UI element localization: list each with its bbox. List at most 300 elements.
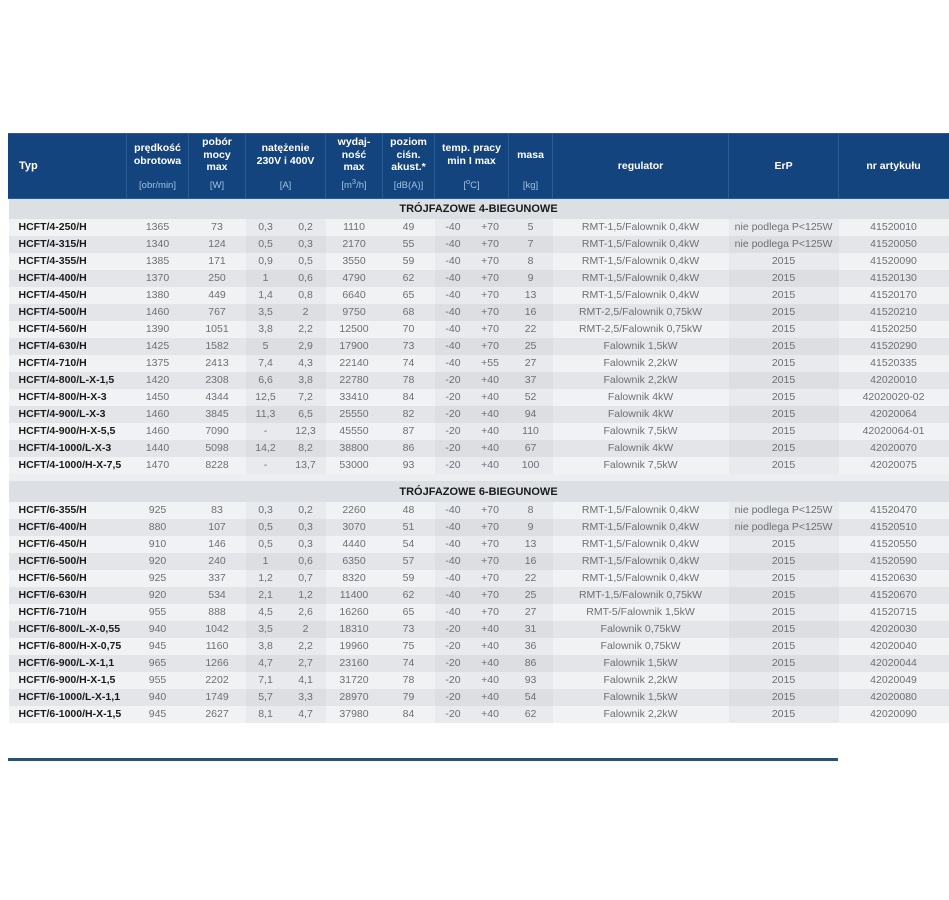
cell-typ: HCFT/4-250/H — [9, 219, 127, 236]
cell-power: 888 — [189, 604, 246, 621]
cell-cur230: 5,7 — [246, 689, 286, 706]
cell-reg: Falownik 1,5kW — [553, 338, 729, 355]
cell-art: 42020090 — [839, 706, 949, 723]
cell-mass: 100 — [509, 457, 553, 474]
table-row — [9, 372, 949, 389]
table-row — [9, 706, 949, 723]
cell-flow: 2170 — [326, 236, 383, 253]
table-row — [9, 406, 949, 423]
cell-cur400: 0,6 — [286, 553, 326, 570]
cell-erp: 2015 — [729, 304, 839, 321]
cell-tmin: -20 — [435, 406, 472, 423]
column-header-temp-line2: min I max — [447, 154, 496, 167]
cell-typ: HCFT/6-450/H — [9, 536, 127, 553]
cell-art: 41520590 — [839, 553, 949, 570]
cell-flow: 25550 — [326, 406, 383, 423]
cell-reg: RMT-2,5/Falownik 0,75kW — [553, 304, 729, 321]
cell-noise: 73 — [383, 338, 435, 355]
specification-table — [8, 133, 949, 723]
cell-art: 41520550 — [839, 536, 949, 553]
cell-power: 107 — [189, 519, 246, 536]
cell-rpm: 920 — [127, 553, 189, 570]
cell-mass: 16 — [509, 304, 553, 321]
cell-power: 4344 — [189, 389, 246, 406]
cell-tmax: +40 — [472, 423, 509, 440]
cell-typ: HCFT/4-450/H — [9, 287, 127, 304]
cell-noise: 57 — [383, 553, 435, 570]
cell-art: 41520130 — [839, 270, 949, 287]
cell-reg: Falownik 2,2kW — [553, 706, 729, 723]
cell-tmin: -20 — [435, 440, 472, 457]
table-row — [9, 355, 949, 372]
cell-tmax: +40 — [472, 389, 509, 406]
table-row — [9, 457, 949, 474]
cell-tmin: -40 — [435, 570, 472, 587]
table-row — [9, 236, 949, 253]
column-header-typ: Typ — [9, 134, 127, 199]
cell-rpm: 940 — [127, 621, 189, 638]
section-spacer — [9, 474, 949, 481]
cell-cur400: 0,5 — [286, 253, 326, 270]
cell-flow: 37980 — [326, 706, 383, 723]
cell-rpm: 955 — [127, 604, 189, 621]
cell-noise: 59 — [383, 253, 435, 270]
cell-erp: 2015 — [729, 587, 839, 604]
cell-art: 41520170 — [839, 287, 949, 304]
cell-flow: 4440 — [326, 536, 383, 553]
cell-flow: 1110 — [326, 219, 383, 236]
cell-typ: HCFT/4-630/H — [9, 338, 127, 355]
cell-cur230: 1 — [246, 270, 286, 287]
cell-flow: 12500 — [326, 321, 383, 338]
cell-noise: 93 — [383, 457, 435, 474]
cell-power: 337 — [189, 570, 246, 587]
cell-noise: 49 — [383, 219, 435, 236]
cell-mass: 5 — [509, 219, 553, 236]
cell-flow: 3070 — [326, 519, 383, 536]
cell-reg: Falownik 4kW — [553, 406, 729, 423]
cell-reg: Falownik 4kW — [553, 440, 729, 457]
table-header — [9, 134, 949, 199]
cell-power: 1582 — [189, 338, 246, 355]
cell-power: 1051 — [189, 321, 246, 338]
cell-flow: 38800 — [326, 440, 383, 457]
cell-mass: 62 — [509, 706, 553, 723]
cell-flow: 11400 — [326, 587, 383, 604]
cell-cur230: 0,5 — [246, 236, 286, 253]
cell-tmin: -20 — [435, 372, 472, 389]
cell-power: 124 — [189, 236, 246, 253]
cell-art: 41520090 — [839, 253, 949, 270]
cell-art: 41520335 — [839, 355, 949, 372]
cell-noise: 84 — [383, 706, 435, 723]
cell-flow: 8320 — [326, 570, 383, 587]
cell-flow: 6350 — [326, 553, 383, 570]
cell-typ: HCFT/4-355/H — [9, 253, 127, 270]
cell-cur230: 3,5 — [246, 304, 286, 321]
cell-typ: HCFT/4-900/L-X-3 — [9, 406, 127, 423]
cell-rpm: 910 — [127, 536, 189, 553]
cell-cur230: 5 — [246, 338, 286, 355]
cell-typ: HCFT/6-1000/H-X-1,5 — [9, 706, 127, 723]
cell-rpm: 940 — [127, 689, 189, 706]
cell-tmin: -40 — [435, 355, 472, 372]
cell-art: 41520470 — [839, 502, 949, 519]
cell-erp: nie podlega P<125W — [729, 219, 839, 236]
table-row — [9, 304, 949, 321]
cell-reg: RMT-1,5/Falownik 0,4kW — [553, 236, 729, 253]
cell-tmin: -20 — [435, 672, 472, 689]
column-header-rpm-line2: obrotowa — [133, 154, 182, 167]
cell-tmax: +40 — [472, 706, 509, 723]
cell-rpm: 1385 — [127, 253, 189, 270]
column-header-flow — [326, 134, 383, 176]
column-header-noise-line3: akust.* — [391, 161, 426, 173]
cell-flow: 33410 — [326, 389, 383, 406]
cell-mass: 9 — [509, 519, 553, 536]
cell-cur230: 3,5 — [246, 621, 286, 638]
cell-power: 73 — [189, 219, 246, 236]
cell-erp: 2015 — [729, 689, 839, 706]
cell-cur400: 0,3 — [286, 519, 326, 536]
cell-noise: 48 — [383, 502, 435, 519]
cell-power: 2627 — [189, 706, 246, 723]
cell-mass: 94 — [509, 406, 553, 423]
cell-erp: nie podlega P<125W — [729, 519, 839, 536]
cell-rpm: 1470 — [127, 457, 189, 474]
table-row — [9, 655, 949, 672]
cell-flow: 9750 — [326, 304, 383, 321]
cell-erp: nie podlega P<125W — [729, 236, 839, 253]
cell-tmin: -40 — [435, 519, 472, 536]
cell-erp: 2015 — [729, 655, 839, 672]
column-header-article: nr artykułu — [839, 134, 949, 199]
cell-art: 42020080 — [839, 689, 949, 706]
cell-cur400: 8,2 — [286, 440, 326, 457]
cell-typ: HCFT/4-800/L-X-1,5 — [9, 372, 127, 389]
cell-cur230: 1,4 — [246, 287, 286, 304]
cell-noise: 70 — [383, 321, 435, 338]
cell-typ: HCFT/4-1000/L-X-3 — [9, 440, 127, 457]
cell-tmin: -20 — [435, 655, 472, 672]
cell-tmax: +70 — [472, 219, 509, 236]
cell-art: 41520290 — [839, 338, 949, 355]
cell-tmax: +70 — [472, 536, 509, 553]
cell-cur230: 4,5 — [246, 604, 286, 621]
cell-rpm: 925 — [127, 570, 189, 587]
cell-reg: RMT-1,5/Falownik 0,4kW — [553, 270, 729, 287]
cell-cur400: 0,6 — [286, 270, 326, 287]
cell-noise: 84 — [383, 389, 435, 406]
cell-flow: 23160 — [326, 655, 383, 672]
cell-reg: RMT-1,5/Falownik 0,4kW — [553, 570, 729, 587]
cell-noise: 59 — [383, 570, 435, 587]
cell-rpm: 1450 — [127, 389, 189, 406]
cell-tmax: +70 — [472, 519, 509, 536]
table-row — [9, 389, 949, 406]
cell-art: 41520210 — [839, 304, 949, 321]
cell-flow: 31720 — [326, 672, 383, 689]
cell-mass: 13 — [509, 287, 553, 304]
cell-tmax: +70 — [472, 236, 509, 253]
cell-typ: HCFT/6-630/H — [9, 587, 127, 604]
cell-cur400: 2 — [286, 621, 326, 638]
cell-flow: 45550 — [326, 423, 383, 440]
cell-cur400: 2 — [286, 304, 326, 321]
cell-cur400: 4,3 — [286, 355, 326, 372]
cell-tmin: -20 — [435, 457, 472, 474]
cell-typ: HCFT/4-900/H-X-5,5 — [9, 423, 127, 440]
unit-power: [W] — [189, 176, 246, 199]
cell-noise: 62 — [383, 270, 435, 287]
cell-flow: 18310 — [326, 621, 383, 638]
cell-power: 2413 — [189, 355, 246, 372]
cell-art: 41520510 — [839, 519, 949, 536]
table-row — [9, 553, 949, 570]
cell-typ: HCFT/6-500/H — [9, 553, 127, 570]
cell-flow: 22780 — [326, 372, 383, 389]
cell-art: 42020020-02 — [839, 389, 949, 406]
cell-cur230: 0,3 — [246, 219, 286, 236]
cell-cur400: 0,3 — [286, 536, 326, 553]
cell-typ: HCFT/4-400/H — [9, 270, 127, 287]
cell-mass: 27 — [509, 355, 553, 372]
cell-power: 1160 — [189, 638, 246, 655]
cell-cur230: - — [246, 423, 286, 440]
cell-mass: 16 — [509, 553, 553, 570]
cell-tmin: -40 — [435, 604, 472, 621]
cell-power: 2202 — [189, 672, 246, 689]
column-header-rpm — [127, 134, 189, 176]
cell-cur230: 0,5 — [246, 519, 286, 536]
specification-table-wrapper — [8, 133, 925, 723]
cell-tmin: -40 — [435, 253, 472, 270]
cell-tmax: +40 — [472, 655, 509, 672]
cell-art: 42020010 — [839, 372, 949, 389]
column-header-flow-line1: wydaj- — [337, 136, 371, 148]
cell-tmax: +40 — [472, 638, 509, 655]
cell-noise: 51 — [383, 519, 435, 536]
table-row — [9, 536, 949, 553]
cell-mass: 22 — [509, 570, 553, 587]
cell-reg: RMT-1,5/Falownik 0,4kW — [553, 519, 729, 536]
cell-tmin: -20 — [435, 621, 472, 638]
table-row — [9, 219, 949, 236]
cell-mass: 67 — [509, 440, 553, 457]
cell-mass: 86 — [509, 655, 553, 672]
cell-cur400: 3,3 — [286, 689, 326, 706]
cell-erp: 2015 — [729, 553, 839, 570]
cell-art: 42020075 — [839, 457, 949, 474]
cell-erp: 2015 — [729, 287, 839, 304]
cell-noise: 79 — [383, 689, 435, 706]
cell-noise: 55 — [383, 236, 435, 253]
cell-cur400: 4,7 — [286, 706, 326, 723]
cell-typ: HCFT/4-800/H-X-3 — [9, 389, 127, 406]
cell-rpm: 1425 — [127, 338, 189, 355]
column-header-noise-line1: poziom — [390, 136, 427, 148]
cell-cur400: 0,7 — [286, 570, 326, 587]
cell-tmax: +40 — [472, 689, 509, 706]
cell-erp: 2015 — [729, 672, 839, 689]
cell-cur230: 12,5 — [246, 389, 286, 406]
cell-flow: 22140 — [326, 355, 383, 372]
table-row — [9, 423, 949, 440]
cell-power: 83 — [189, 502, 246, 519]
cell-flow: 28970 — [326, 689, 383, 706]
cell-erp: 2015 — [729, 423, 839, 440]
cell-cur230: 8,1 — [246, 706, 286, 723]
cell-rpm: 945 — [127, 638, 189, 655]
column-header-current-line1: natężenie — [261, 142, 310, 155]
table-row — [9, 672, 949, 689]
cell-cur400: 2,6 — [286, 604, 326, 621]
cell-power: 449 — [189, 287, 246, 304]
cell-mass: 110 — [509, 423, 553, 440]
cell-mass: 25 — [509, 587, 553, 604]
cell-tmin: -40 — [435, 587, 472, 604]
cell-erp: 2015 — [729, 389, 839, 406]
cell-cur400: 6,5 — [286, 406, 326, 423]
cell-tmin: -20 — [435, 706, 472, 723]
cell-erp: nie podlega P<125W — [729, 502, 839, 519]
cell-rpm: 955 — [127, 672, 189, 689]
cell-power: 250 — [189, 270, 246, 287]
cell-typ: HCFT/6-800/L-X-0,55 — [9, 621, 127, 638]
cell-flow: 53000 — [326, 457, 383, 474]
cell-typ: HCFT/4-560/H — [9, 321, 127, 338]
cell-tmax: +40 — [472, 372, 509, 389]
cell-reg: Falownik 0,75kW — [553, 621, 729, 638]
cell-tmax: +70 — [472, 553, 509, 570]
cell-tmin: -40 — [435, 536, 472, 553]
cell-erp: 2015 — [729, 536, 839, 553]
cell-tmax: +40 — [472, 621, 509, 638]
cell-cur230: 3,8 — [246, 638, 286, 655]
table-row — [9, 638, 949, 655]
cell-cur400: 12,3 — [286, 423, 326, 440]
cell-cur400: 4,1 — [286, 672, 326, 689]
cell-erp: 2015 — [729, 321, 839, 338]
cell-cur230: 6,6 — [246, 372, 286, 389]
cell-tmax: +70 — [472, 570, 509, 587]
cell-erp: 2015 — [729, 457, 839, 474]
table-bottom-rule — [8, 758, 838, 761]
cell-reg: Falownik 1,5kW — [553, 655, 729, 672]
cell-typ: HCFT/4-500/H — [9, 304, 127, 321]
cell-rpm: 1460 — [127, 304, 189, 321]
cell-mass: 54 — [509, 689, 553, 706]
column-header-noise-line2: ciśn. — [396, 148, 421, 161]
cell-tmin: -20 — [435, 689, 472, 706]
cell-mass: 9 — [509, 270, 553, 287]
cell-mass: 22 — [509, 321, 553, 338]
table-row — [9, 338, 949, 355]
cell-tmin: -40 — [435, 236, 472, 253]
cell-flow: 17900 — [326, 338, 383, 355]
cell-cur400: 13,7 — [286, 457, 326, 474]
column-header-power — [189, 134, 246, 176]
cell-power: 7090 — [189, 423, 246, 440]
cell-cur230: 4,7 — [246, 655, 286, 672]
cell-art: 41520050 — [839, 236, 949, 253]
table-row — [9, 519, 949, 536]
cell-erp: 2015 — [729, 270, 839, 287]
cell-erp: 2015 — [729, 570, 839, 587]
cell-noise: 54 — [383, 536, 435, 553]
cell-reg: Falownik 4kW — [553, 389, 729, 406]
cell-power: 8228 — [189, 457, 246, 474]
cell-cur400: 1,2 — [286, 587, 326, 604]
cell-rpm: 1440 — [127, 440, 189, 457]
cell-reg: RMT-5/Falownik 1,5kW — [553, 604, 729, 621]
cell-tmin: -20 — [435, 389, 472, 406]
cell-tmax: +70 — [472, 338, 509, 355]
column-header-power-line1: pobór — [202, 136, 232, 148]
section-spacer-cell — [9, 474, 949, 481]
table-row — [9, 621, 949, 638]
cell-erp: 2015 — [729, 621, 839, 638]
cell-typ: HCFT/6-560/H — [9, 570, 127, 587]
cell-mass: 52 — [509, 389, 553, 406]
table-row — [9, 570, 949, 587]
cell-typ: HCFT/6-400/H — [9, 519, 127, 536]
cell-reg: RMT-1,5/Falownik 0,4kW — [553, 536, 729, 553]
column-header-power-line2: mocy — [203, 148, 231, 161]
cell-rpm: 1375 — [127, 355, 189, 372]
cell-reg: RMT-1,5/Falownik 0,4kW — [553, 502, 729, 519]
unit-flow: $[m^3/h]$ — [326, 176, 383, 199]
cell-cur400: 3,8 — [286, 372, 326, 389]
cell-mass: 31 — [509, 621, 553, 638]
table-row — [9, 502, 949, 519]
cell-cur400: 2,2 — [286, 321, 326, 338]
cell-noise: 65 — [383, 604, 435, 621]
cell-cur400: 7,2 — [286, 389, 326, 406]
cell-art: 42020044 — [839, 655, 949, 672]
cell-power: 2308 — [189, 372, 246, 389]
cell-cur230: 0,9 — [246, 253, 286, 270]
cell-flow: 2260 — [326, 502, 383, 519]
cell-power: 5098 — [189, 440, 246, 457]
cell-tmax: +40 — [472, 457, 509, 474]
cell-rpm: 880 — [127, 519, 189, 536]
section-title: TRÓJFAZOWE 4-BIEGUNOWE — [9, 198, 949, 219]
cell-tmax: +55 — [472, 355, 509, 372]
column-header-flow-line2: ność — [341, 148, 367, 161]
cell-power: 1749 — [189, 689, 246, 706]
table-row — [9, 604, 949, 621]
cell-reg: RMT-1,5/Falownik 0,4kW — [553, 219, 729, 236]
cell-power: 240 — [189, 553, 246, 570]
column-header-regulator: regulator — [553, 134, 729, 199]
cell-art: 41520670 — [839, 587, 949, 604]
cell-typ: HCFT/4-315/H — [9, 236, 127, 253]
cell-reg: RMT-1,5/Falownik 0,4kW — [553, 253, 729, 270]
cell-cur400: 2,7 — [286, 655, 326, 672]
column-header-rpm-line1: prędkość — [134, 142, 181, 155]
cell-art: 42020049 — [839, 672, 949, 689]
cell-cur230: 3,8 — [246, 321, 286, 338]
cell-erp: 2015 — [729, 638, 839, 655]
cell-tmin: -20 — [435, 423, 472, 440]
cell-art: 41520250 — [839, 321, 949, 338]
unit-temperature: [$^o$C] — [435, 176, 509, 199]
cell-reg: Falownik 0,75kW — [553, 638, 729, 655]
cell-cur400: 0,2 — [286, 502, 326, 519]
cell-cur230: 1 — [246, 553, 286, 570]
table-row — [9, 287, 949, 304]
